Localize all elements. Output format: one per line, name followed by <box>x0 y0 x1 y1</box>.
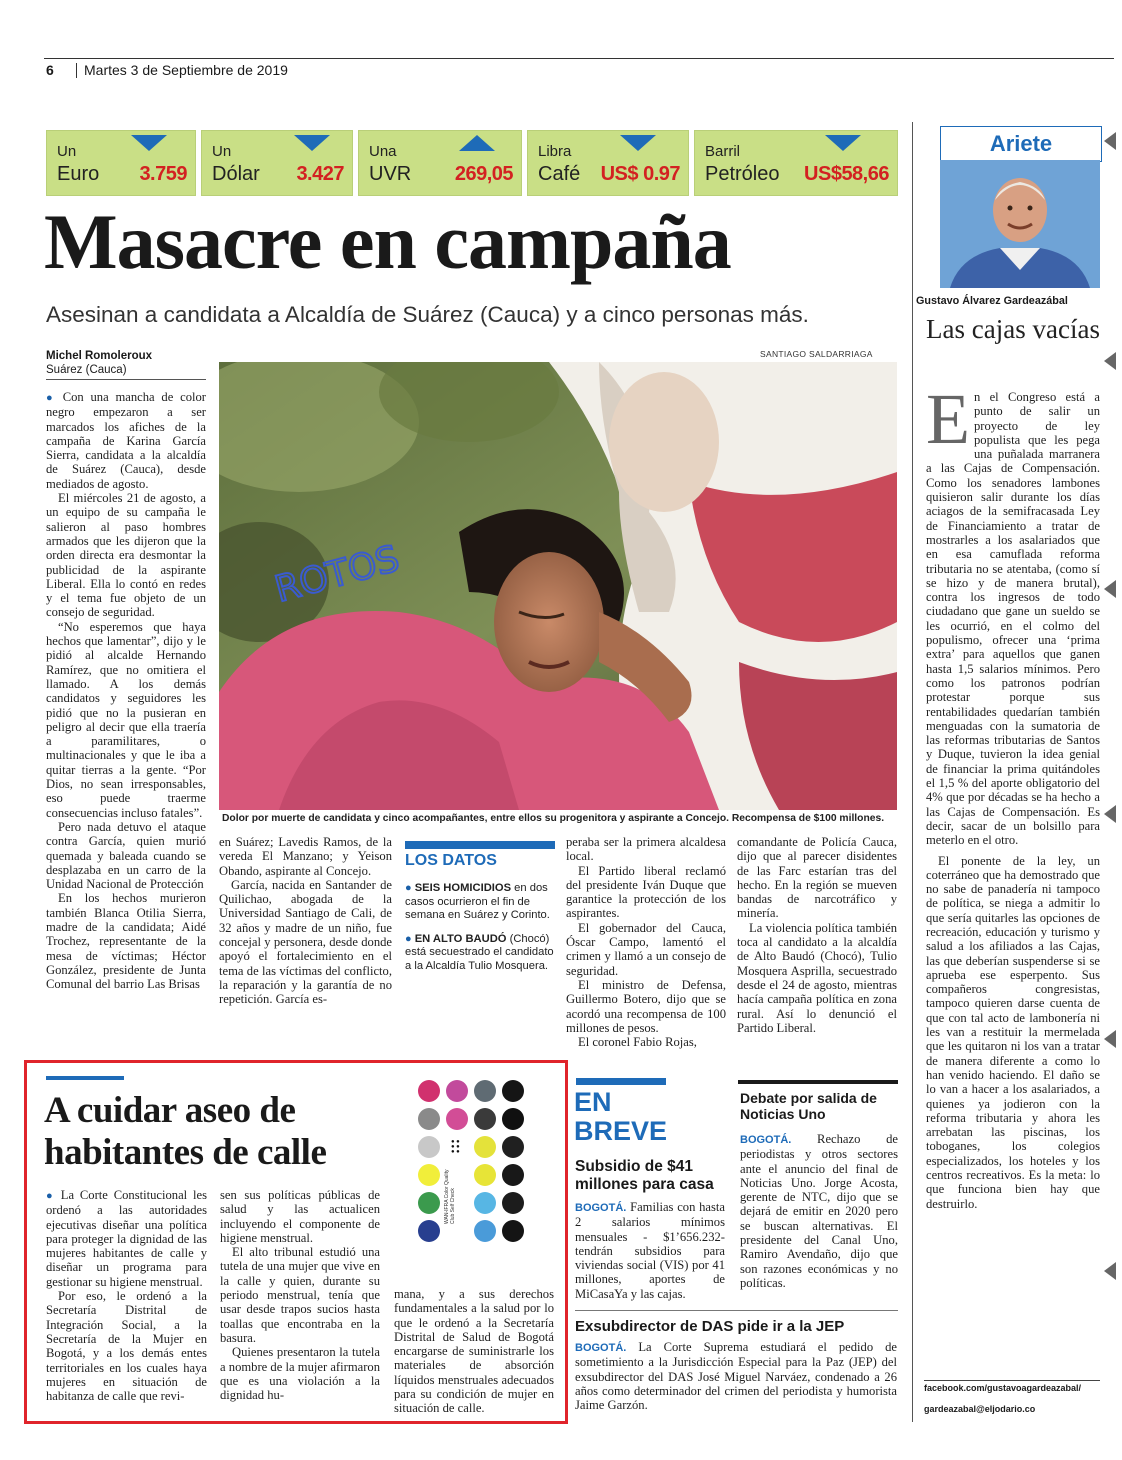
registration-mark-icon: ● ● ● ● ● ● <box>451 1139 460 1155</box>
ticker-label-top: Un <box>57 143 77 160</box>
columnist-name: Gustavo Álvarez Gardeazábal <box>916 295 1068 307</box>
photo-mourning-woman <box>219 362 897 810</box>
byline-rule <box>46 379 206 380</box>
paragraph <box>46 390 206 491</box>
paragraph: mana, y a sus derechos fundamentales a la salud por lo que le ordenó a la Secretaría Distrital de Salud de Bogotá encargarse de suministrarle los materiales de absorción líquidos menstruales adecuados para su condición de mujer en situación de calle. <box>394 1287 554 1416</box>
columnist-email[interactable]: gardeazabal@eljodario.co <box>924 1404 1036 1414</box>
paragraph: El Partido liberal reclamó del presidente Iván Duque que garantice la protección de los aspirantes. <box>566 863 726 921</box>
color-dot <box>502 1192 524 1214</box>
los-datos-title: LOS DATOS <box>405 852 497 869</box>
paragraph <box>926 379 1100 848</box>
scan-arrow-icon <box>1104 805 1116 823</box>
paragraph: comandante de Policía Cauca, dijo que al parecer disidentes de las Farc estarían tras del hecho. En la región se mueven bandas de narcotráfico y minería. <box>737 835 897 921</box>
ticker-label: Dólar <box>212 163 260 185</box>
color-dot <box>418 1220 440 1242</box>
color-dot <box>418 1136 440 1158</box>
photo-caption: Dolor por muerte de candidata y cinco acompañantes, entre ellos su progenitora y aspirante a Concejo. Recompensa de $100 millones. <box>222 813 885 824</box>
brief-text: Rechazo de periodistas y otros sectores ante el anuncio del final de Noticias Uno. Jorge Acosta, gerente de NTC, dijo que se dejará de emitir en 2020 pero se buscan alternativas. El presidente del Canal Uno, Ramiro Avendaño, dijo que son razones económicas y no políticas. <box>740 1132 898 1290</box>
chart-label: WAN-IFRA Color Quality Club Self Check <box>444 1169 456 1224</box>
ariete-section-label: Ariete <box>940 126 1102 162</box>
page-number: 6 <box>46 62 54 78</box>
aseo-headline: A cuidar aseo de habitantes de calle <box>44 1090 327 1173</box>
brief-text: Familias con hasta 2 salarios mínimos mensuales - $1’656.232- tendrán subsidios para viviendas social (VIS) por 41 millones, aportes de MiCasaYa y las cajas. <box>575 1200 725 1301</box>
bullet-icon: ● <box>405 882 415 894</box>
photo-credit: SANTIAGO SALDARRIAGA <box>760 349 873 359</box>
byline-location: Suárez (Cauca) <box>46 364 127 376</box>
paragraph: Quienes presentaron la tutela a nombre de la mujer afirmaron que es una violación a la dignidad hu- <box>220 1345 380 1403</box>
color-dot <box>502 1136 524 1158</box>
aseo-col3 <box>394 1287 554 1416</box>
brief-text: La Corte Suprema estudiará el pedido de sometimiento a la Jurisdicción Especial para la Paz (JEP) del exsubdirector del DAS José Miguel Narváez, condenado a 26 años como determinador del crimen del periodista y humorista Jaime Garzón. <box>575 1340 897 1413</box>
paragraph: El gobernador del Cauca, Óscar Campo, lamentó el crimen y llamó a un consejo de seguridad. <box>566 920 726 978</box>
debate-bar <box>738 1080 898 1084</box>
paragraph-text: Con una mancha de color negro empezaron a ser marcados los afiches de la campaña de Karina García Sierra, candidata a la alcaldía de Suárez (Cauca), desde mediados de agosto. <box>46 390 206 491</box>
scan-arrow-icon <box>1104 1262 1116 1280</box>
drop-cap: E <box>926 379 970 459</box>
main-article-col5 <box>737 835 897 1035</box>
aseo-col2 <box>220 1188 380 1402</box>
los-datos-list <box>405 882 555 973</box>
paragraph: El coronel Fabio Rojas, <box>578 1035 697 1050</box>
main-article-col4 <box>566 835 726 1049</box>
ticker-label: Euro <box>57 163 100 185</box>
columnist-portrait <box>940 160 1100 288</box>
column-footer-rule <box>924 1380 1100 1381</box>
scan-arrow-icon <box>1104 352 1116 370</box>
ticker-value: 3.427 <box>296 163 344 185</box>
dateline: BOGOTÁ. <box>575 1342 627 1354</box>
paragraph: sen sus políticas públicas de salud y las actualicen incluyendo el componente de higiene menstrual. <box>220 1188 380 1245</box>
byline-author: Michel Romoleroux <box>46 350 153 362</box>
color-dot <box>446 1080 468 1102</box>
main-headline: Masacre en campaña <box>44 198 731 285</box>
columnist-facebook[interactable]: facebook.com/gustavoagardeazabal/ <box>924 1383 1082 1393</box>
dateline: BOGOTÁ. <box>740 1134 792 1146</box>
column-title: Las cajas vacías <box>926 314 1100 344</box>
subsidio-headline: Subsidio de $41 millones para casa <box>575 1158 714 1193</box>
bullet-icon: ● <box>405 932 415 945</box>
main-photo <box>219 362 897 810</box>
paragraph: Pero nada detuvo el ataque contra García, quien murió quemada y baleada cuando se desplazaba en un carro de la Unidad Nacional de Protección <box>46 819 206 892</box>
ticker-label-top: Libra <box>538 143 572 160</box>
color-dot <box>418 1192 440 1214</box>
arrow-down-icon <box>620 135 656 151</box>
arrow-down-icon <box>825 135 861 151</box>
paragraph: en Suárez; Lavedis Ramos, de la vereda El Manzano; y Yeison Obando, aspirante al Concejo. <box>219 835 392 878</box>
debate-headline: Debate por salida de Noticias Uno <box>740 1090 877 1122</box>
color-dot <box>474 1080 496 1102</box>
los-datos-bar <box>405 841 555 849</box>
color-dot <box>502 1108 524 1130</box>
color-dot <box>418 1080 440 1102</box>
color-dot <box>474 1164 496 1186</box>
ticker-cafe <box>527 130 689 196</box>
color-dot <box>474 1136 496 1158</box>
ticker-value: 3.759 <box>139 163 187 185</box>
en-breve-title: EN BREVE <box>574 1087 668 1146</box>
paragraph-text: La Corte Constitucional les ordenó a las autoridades ejecutivas diseñar una política para proteger la dignidad de las mujeres habitantes de calle y diseñar un programa para gestionar su higiene menstrual. <box>46 1188 207 1289</box>
paragraph-text: n el Congreso está a punto de salir un proyecto de ley populista que les pega una puñalada marranera a las Cajas de Compensación. Como los senadores lambones quisieron salir durante los días aciagos de la semifracasada Ley de Financiamiento a tratar de mostrarles a los asalariados que en esa camuflada reforma tributaria no se atentaba, (como sí se hizo y de manera brutal), contra los ingresos de todo ciudadano que gane un sueldo se les ocurrió, en el colmo del populismo, ofrecer una ‘prima extra’ para aquellos que ganen hasta 1,5 salarios mínimos. Pero como los patronos podrían protestar porque sus rentabilidades quedarían también menguadas con la sumatoria de las reformas tributarias de Santos y Duque, tuvieron la idea genial de financiar la prima quitándoles el 1,5 % del aporte obligatorio del 4% que por décadas se ha hecho a las Cajas de Compensación. Es decir, sacar de un bolsillo para meterlo en el otro. <box>926 390 1100 848</box>
column-body <box>926 379 1100 1211</box>
arrow-down-icon <box>294 135 330 151</box>
main-article-col1 <box>46 390 206 991</box>
paragraph: peraba ser la primera alcaldesa local. <box>566 835 726 864</box>
ticker-euro <box>46 130 196 196</box>
das-headline: Exsubdirector de DAS pide ir a la JEP <box>575 1318 845 1335</box>
color-dot <box>502 1080 524 1102</box>
paragraph: Por eso, le ordenó a la Secretaría Distrital de Integración Social, a la Secretaría de la Mujer en Bogotá, y a los demás entes territoriales en los cuales haya mujeres en situación de habitanza de calle que revi- <box>46 1289 207 1404</box>
arrow-down-icon <box>131 135 167 151</box>
color-dot <box>474 1192 496 1214</box>
columnist-photo <box>940 160 1100 288</box>
subsidio-body <box>575 1200 725 1301</box>
ticker-label: UVR <box>369 163 412 185</box>
main-article-col2 <box>219 835 392 1007</box>
color-dot <box>502 1164 524 1186</box>
ticker-label-top: Barril <box>705 143 741 160</box>
ticker-uvr <box>358 130 522 196</box>
paragraph: García, nacida en Santander de Quilichao, abogada de la Universidad Santiago de Cali, de 32 años y madre de un niño, fue concejal y personera, desde donde apoyó el fortalecimiento en el tema de las víctimas del conflicto, la reparación y la garantía de no repetición. García es- <box>219 877 392 1007</box>
das-body <box>575 1340 897 1412</box>
paragraph <box>46 1188 207 1289</box>
los-datos-text: en dos casos ocurrieron el fin de semana en Suárez y Corinto. <box>405 882 550 921</box>
paragraph: El alto tribunal estudió una tutela de una mujer que vive en la calle y quien, durante su periodo menstrual, tenía que usar desde trapos sucios hasta toallas que encontraba en la basura. <box>220 1245 380 1345</box>
paragraph: El ministro de Defensa, Guillermo Botero, dijo que se acordó una recompensa de 100 millones de pesos. <box>566 977 726 1035</box>
los-datos-item <box>405 933 555 974</box>
ticker-label-top: Una <box>369 143 397 160</box>
ticker-value: US$ 0.97 <box>600 163 680 185</box>
en-breve-bar <box>576 1078 666 1085</box>
los-datos-text: (Chocó) está secuestrado el candidato a la Alcaldía Tulio Mosquera. <box>405 932 554 972</box>
color-dot <box>474 1220 496 1242</box>
los-datos-item <box>405 882 555 923</box>
paragraph: En los hechos murieron también Blanca Otilia Sierra, madre de la candidata; Aidé Trochez, representante de la mesa de víctimas; Héctor González, presidente de Junta Comunal del barrio Las Brisas <box>46 891 206 992</box>
scan-arrow-icon <box>1104 580 1116 598</box>
ticker-label: Petróleo <box>705 163 780 185</box>
column-divider <box>912 122 913 1422</box>
dateline: BOGOTÁ. <box>575 1202 627 1214</box>
aseo-bar <box>46 1076 124 1080</box>
scan-arrow-icon <box>1104 1030 1116 1048</box>
los-datos-lead: EN ALTO BAUDÓ <box>414 932 507 945</box>
arrow-up-icon <box>459 135 495 151</box>
debate-body <box>740 1132 898 1290</box>
page-date: Martes 3 de Septiembre de 2019 <box>84 62 288 78</box>
color-dot <box>446 1108 468 1130</box>
paragraph: “No esperemos que haya hechos que lamentar”, dijo y le pidió al alcalde Hernando Ramírez, que no omitiera el llamado. A los demás candidatos y seguidores les pidió que no la pusieran en peligro al decir que ella traería a paramilitares, o multinacionales y que le iba a quitar tierras a la gente. “Por Dios, no sean irresponsables, eso puede traerme consecuencias incluso fatales”. <box>46 619 206 820</box>
main-subhead: Asesinan a candidata a Alcaldía de Suárez (Cauca) y a cinco personas más. <box>46 302 809 327</box>
color-dot <box>418 1164 440 1186</box>
sign-text: ROTOS <box>270 538 404 611</box>
top-rule <box>44 58 1114 59</box>
los-datos-lead: SEIS HOMICIDIOS <box>414 882 512 894</box>
ticker-petroleo <box>694 130 898 196</box>
bullet-icon: ● <box>46 1190 61 1202</box>
ticker-value: 269,05 <box>454 163 513 185</box>
paragraph: El ponente de la ley, un coterráneo que ha demostrado que no sabe de panadería ni tampoco de política, se niega a admitir lo que sería quitarles las opciones de recreación, educación y turismo y salud a los afiliados a las Cajas, las que deberían suspenderse si se aprueba ese esperpento. Sus compañeros congresistas, tampoco quieren darse cuenta de que con tal acto de lambonería ni les van a restituir la mermelada que les quitaron ni los van a tratar de manera diferente a como lo han venido haciendo. El daño se lo van a hacer a los asalariados, a quienes ya jodieron con la reforma tributaria y ahora les arrebatan las piscinas, los toboganes, los colegios especializados, los hoteles y los centros recreativos. Es la meta: lo que funciona bien hay que destruirlo. <box>926 853 1100 1211</box>
paragraph: El miércoles 21 de agosto, a un equipo de su campaña le salieron al paso hombres armados que les dijeron que la orden directa era desmontar la publicidad de la aspirante Liberal. Ella lo contó en redes y el tema fue objeto de un consejo de seguridad. <box>46 491 206 620</box>
paragraph: La violencia política también toca al candidato a la alcaldía de Alto Baudó (Chocó), Tulio Mosquera Asprilla, secuestrado desde el 24 de agosto, mientras hacía campaña política en zona rural. Así lo denunció el Partido Liberal. <box>737 920 897 1035</box>
ticker-value: US$58,66 <box>804 163 889 185</box>
color-dot <box>474 1108 496 1130</box>
header-divider <box>76 63 77 78</box>
ticker-dolar <box>201 130 353 196</box>
ticker-label: Café <box>538 163 581 185</box>
bullet-icon: ● <box>46 392 63 404</box>
color-dot <box>418 1108 440 1130</box>
aseo-col1 <box>46 1188 207 1403</box>
color-quality-chart <box>414 1078 538 1250</box>
scan-arrow-icon <box>1104 132 1116 150</box>
color-dot <box>502 1220 524 1242</box>
ticker-label-top: Un <box>212 143 232 160</box>
das-rule <box>575 1310 898 1311</box>
